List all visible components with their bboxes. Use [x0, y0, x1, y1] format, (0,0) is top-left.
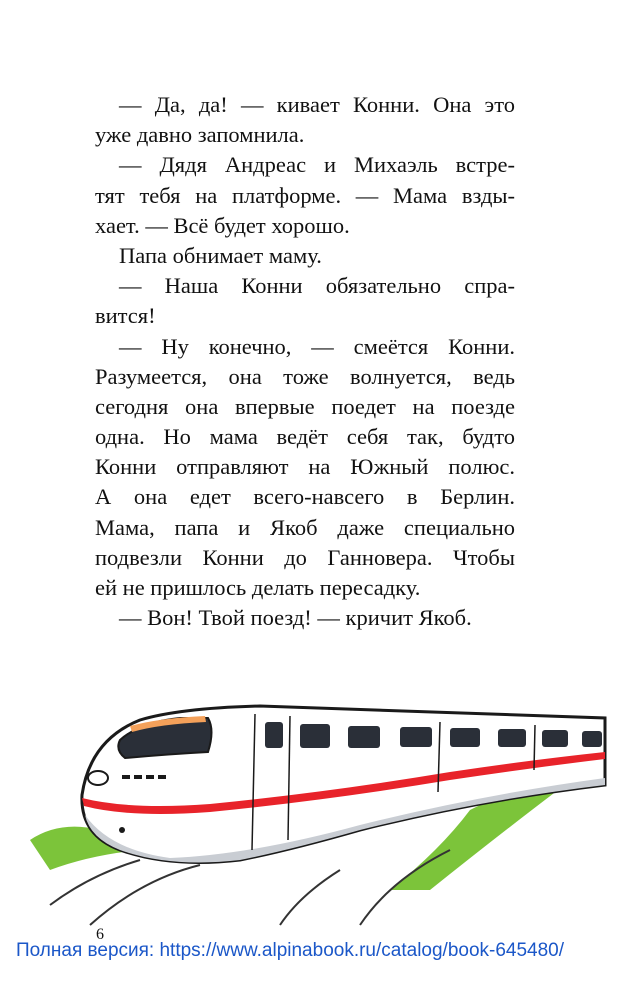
text-line: Конни отправляют на Южный полюс.	[95, 454, 515, 480]
text-line: — Дядя Андреас и Михаэль встре-	[119, 152, 515, 178]
text-line: вится!	[95, 303, 156, 329]
text-line: Папа обнимает маму.	[119, 242, 322, 268]
page-number: 6	[96, 926, 104, 943]
text-line: — Наша Конни обязательно спра-	[119, 273, 515, 299]
text-line: подвезли Конни до Ганновера. Чтобы	[95, 544, 515, 570]
rails-icon	[50, 850, 450, 925]
text-line: ей не пришлось делать пересадку.	[95, 575, 421, 600]
text-line: тят тебя на платформе. — Мама взды-	[95, 182, 515, 208]
headlight-icon	[88, 771, 108, 785]
text-line: А она едет всего-навсего в Берлин.	[95, 484, 515, 510]
full-version-link[interactable]: Полная версия: https://www.alpinabook.ru/catalog/book-645480/	[16, 940, 565, 961]
text-line: сегодня она впервые поедет на поезде	[95, 393, 515, 419]
text-line: уже давно запомнила.	[95, 122, 305, 148]
body-text	[95, 90, 515, 633]
text-line: Разумеется, она тоже волнуется, ведь	[95, 363, 515, 389]
text-line: одна. Но мама ведёт себя так, будто	[95, 424, 515, 450]
text-line: — Да, да! — кивает Конни. Она это	[119, 92, 515, 117]
text-line: — Вон! Твой поезд! — кричит Якоб.	[119, 605, 472, 631]
text-line: хает. — Всё будет хорошо.	[95, 212, 350, 238]
train-illustration	[30, 680, 610, 930]
text-line: — Ну конечно, — смеётся Конни.	[119, 333, 515, 359]
text-line: Мама, папа и Якоб даже специально	[95, 514, 515, 540]
